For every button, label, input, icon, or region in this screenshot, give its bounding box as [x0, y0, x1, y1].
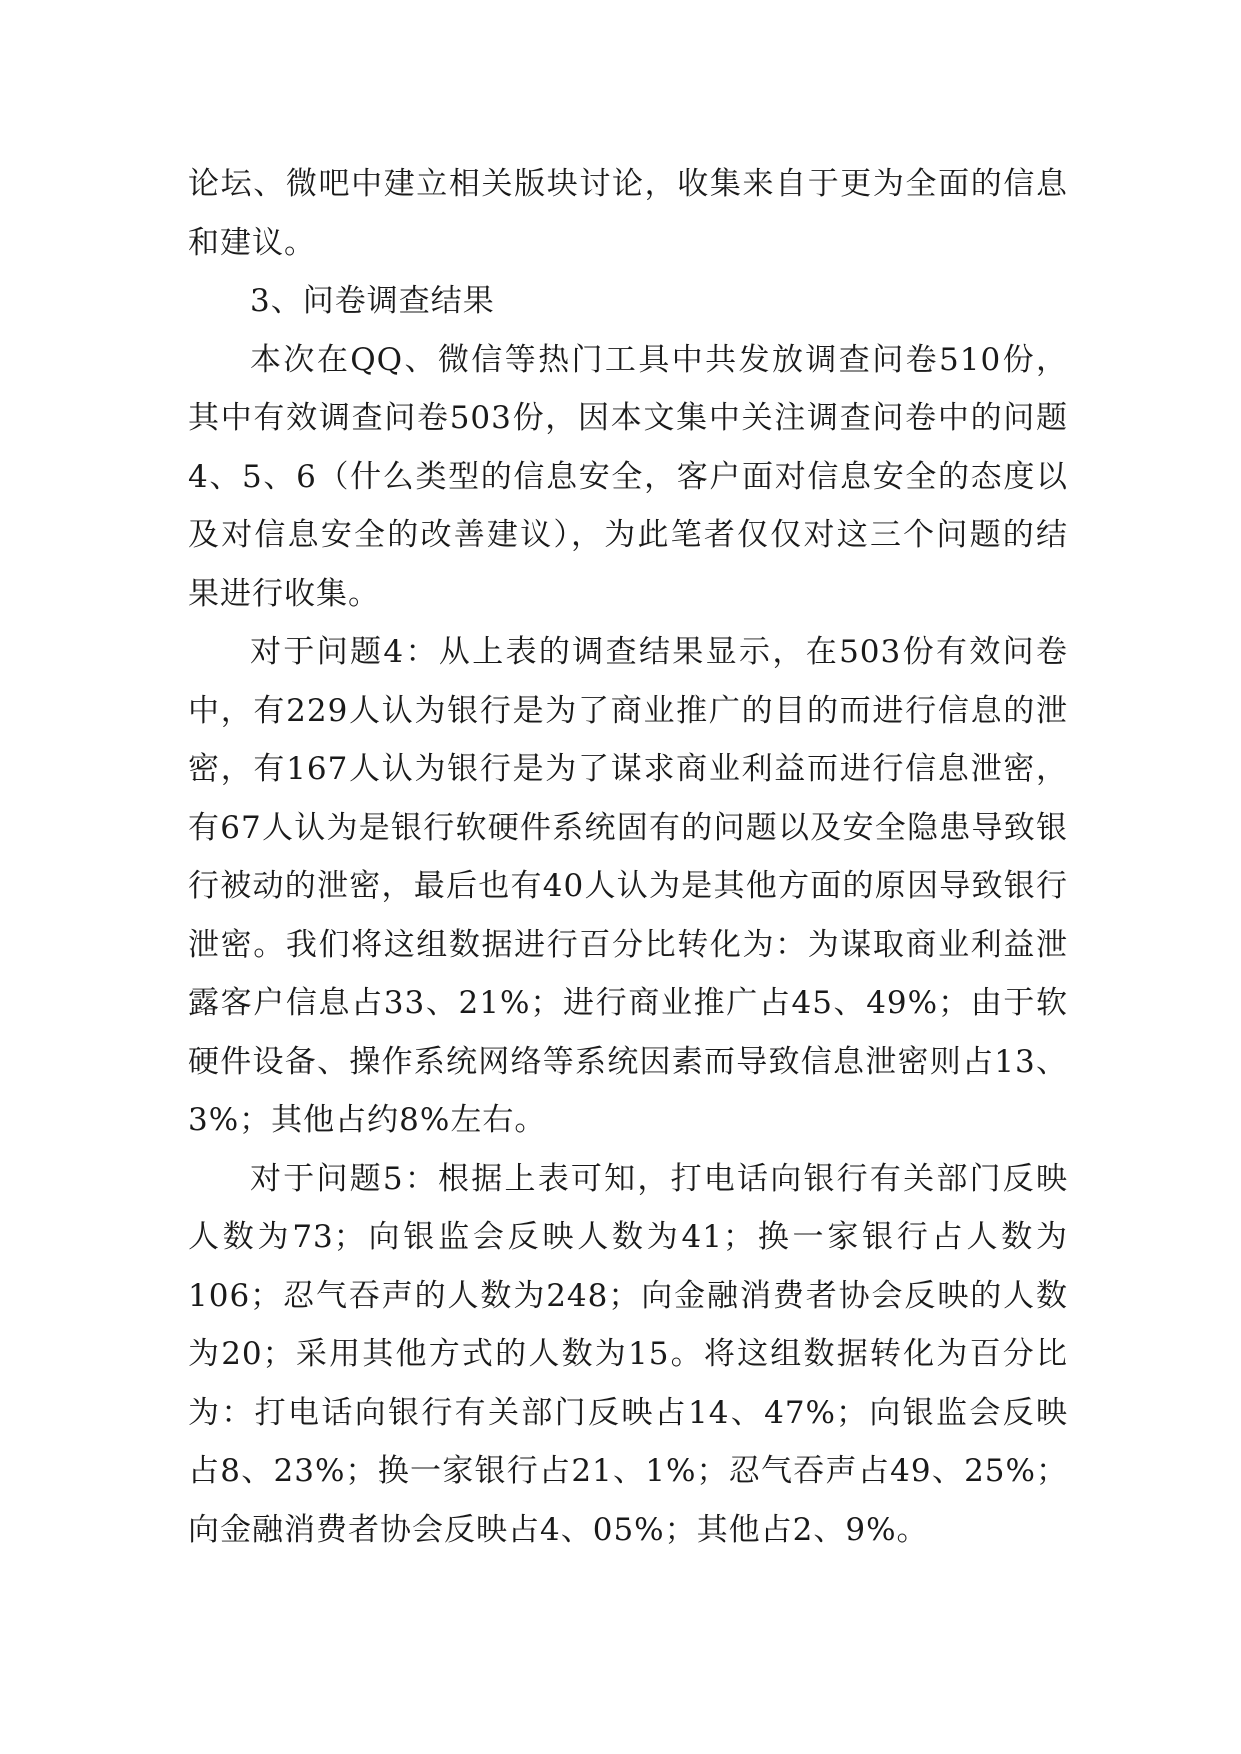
paragraph-question-4: 对于问题4：从上表的调查结果显示，在503份有效问卷中，有229人认为银行是为了商业推广的目的而进行信息的泄密，有167人认为银行是为了谋求商业利益而进行信息泄密，有67人认为是银行软硬件系统固有的问题以及安全隐患导致银行被动的泄密，最后也有40人认为是其他方面的原因导致银行泄密。我们将这组数据进行百分比转化为：为谋取商业利益泄露客户信息占33、21%；进行商业推广占45、49%；由于软硬件设备、操作系统网络等系统因素而导致信息泄密则占13、3%；其他占约8%左右。: [188, 634, 1068, 1138]
paragraph-continued: 论坛、微吧中建立相关版块讨论，收集来自于更为全面的信息和建议。: [188, 166, 1068, 261]
paragraph-question-5: 对于问题5：根据上表可知，打电话向银行有关部门反映人数为73；向银监会反映人数为41；换一家银行占人数为106；忍气吞声的人数为248；向金融消费者协会反映的人数为20；采用其他方式的人数为15。将这组数据转化为百分比为：打电话向银行有关部门反映占14、47%；向银监会反映占8、23%；换一家银行占21、1%；忍气吞声占49、25%；向金融消费者协会反映占4、05%；其他占2、9%。: [188, 1160, 1068, 1548]
document-body: [188, 155, 1068, 1559]
paragraph-survey-intro: 本次在QQ、微信等热门工具中共发放调查问卷510份，其中有效调查问卷503份，因本文集中关注调查问卷中的问题4、5、6（什么类型的信息安全，客户面对信息安全的态度以及对信息安全的改善建议），为此笔者仅仅对这三个问题的结果进行收集。: [188, 341, 1068, 612]
section-heading: 3、问卷调查结果: [250, 283, 495, 319]
